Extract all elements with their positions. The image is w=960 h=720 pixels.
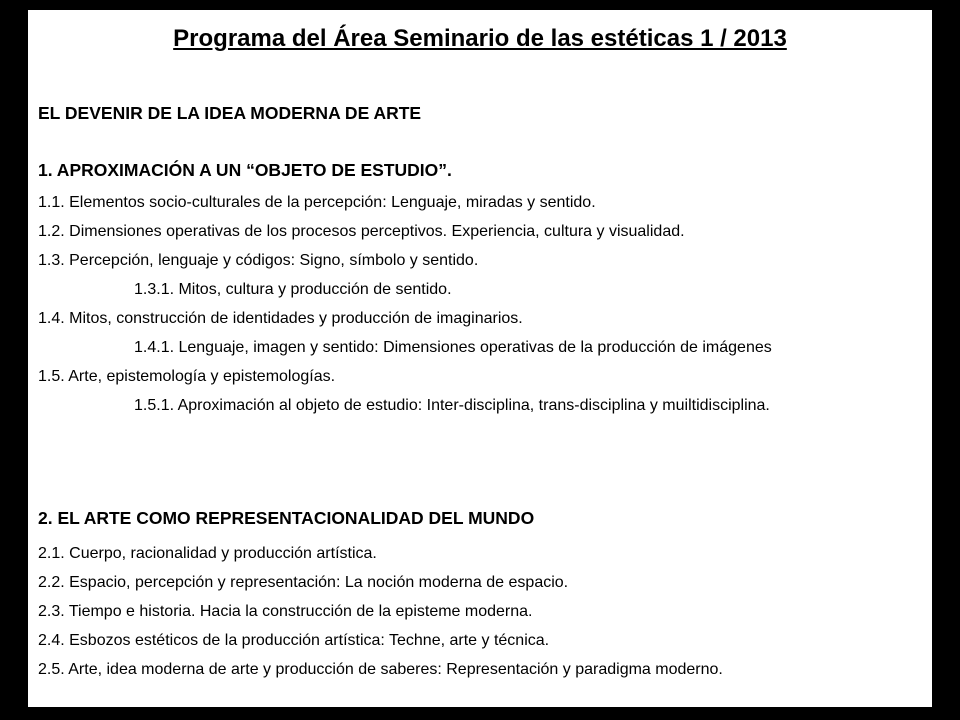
list-item: 2.1. Cuerpo, racionalidad y producción artística. xyxy=(38,545,377,562)
section-1-list xyxy=(38,188,922,420)
page-title: Programa del Área Seminario de las estéticas 1 / 2013 xyxy=(173,25,787,52)
list-item: 1.2. Dimensiones operativas de los procesos perceptivos. Experiencia, cultura y visualidad. xyxy=(38,223,685,240)
list-item: 2.5. Arte, idea moderna de arte y producción de saberes: Representación y paradigma moderno. xyxy=(38,661,723,678)
list-item: 1.3.1. Mitos, cultura y producción de sentido. xyxy=(134,281,452,298)
list-item: 1.5. Arte, epistemología y epistemologías. xyxy=(38,368,336,385)
list-item: 1.3. Percepción, lenguaje y códigos: Signo, símbolo y sentido. xyxy=(38,252,479,269)
slide xyxy=(28,10,932,707)
page-subtitle: EL DEVENIR DE LA IDEA MODERNA DE ARTE xyxy=(38,103,422,123)
section-1-heading: 1. APROXIMACIÓN A UN “OBJETO DE ESTUDIO”. xyxy=(38,160,452,180)
list-item: 1.1. Elementos socio-culturales de la percepción: Lenguaje, miradas y sentido. xyxy=(38,194,596,211)
list-item: 2.2. Espacio, percepción y representación: La noción moderna de espacio. xyxy=(38,574,569,591)
list-item: 1.4. Mitos, construcción de identidades y producción de imaginarios. xyxy=(38,310,523,327)
section-2-list xyxy=(38,539,922,684)
section-2-heading: 2. EL ARTE COMO REPRESENTACIONALIDAD DEL MUNDO xyxy=(38,508,535,528)
list-item: 1.5.1. Aproximación al objeto de estudio: Inter-disciplina, trans-disciplina y muiltidisciplina. xyxy=(134,397,770,414)
list-item: 2.4. Esbozos estéticos de la producción artística: Techne, arte y técnica. xyxy=(38,632,550,649)
list-item: 2.3. Tiempo e historia. Hacia la construcción de la episteme moderna. xyxy=(38,603,533,620)
list-item: 1.4.1. Lenguaje, imagen y sentido: Dimensiones operativas de la producción de imágenes xyxy=(134,339,772,356)
